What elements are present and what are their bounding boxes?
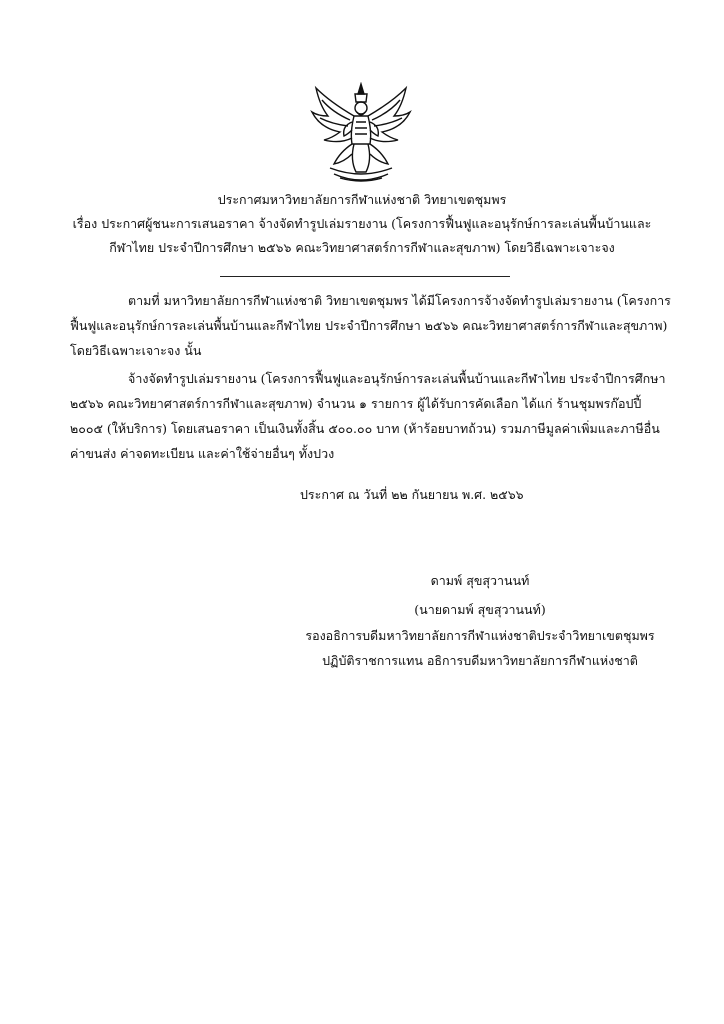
announcement-title: ประกาศมหาวิทยาลัยการกีฬาแห่งชาติ วิทยาเขตชุมพร	[217, 192, 507, 207]
paragraph-2-line-3: ๒๐๐๕ (ให้บริการ) โดยเสนอราคา เป็นเงินทั้งสิ้น ๕๐๐.๐๐ บาท (ห้าร้อยบาทถ้วน) รวมภาษีมูลค่าเพิ่มและภาษีอื่น	[70, 421, 660, 436]
paragraph-2-line-2: ๒๕๖๖ คณะวิทยาศาสตร์การกีฬาและสุขภาพ) จำนวน ๑ รายการ ผู้ได้รับการคัดเลือก ได้แก่ ร้านชุมพรก๊อปปี้	[70, 396, 642, 411]
subject-line-2: กีฬาไทย ประจำปีการศึกษา ๒๕๖๖ คณะวิทยาศาสตร์การกีฬาและสุขภาพ) โดยวิธีเฉพาะเจาะจง	[109, 240, 615, 255]
signatory-position-1: รองอธิการบดีมหาวิทยาลัยการกีฬาแห่งชาติประจำวิทยาเขตชุมพร	[305, 628, 655, 643]
divider	[220, 276, 510, 277]
signature-name: ดามพ์ สุขสุวานนท์	[430, 573, 530, 588]
paragraph-2-line-4: ค่าขนส่ง ค่าจดทะเบียน และค่าใช้จ่ายอื่นๆ ทั้งปวง	[70, 446, 335, 461]
announcement-date: ประกาศ ณ วันที่ ๒๒ กันยายน พ.ศ. ๒๕๖๖	[300, 487, 524, 502]
signatory-full-name: (นายดามพ์ สุขสุวานนท์)	[414, 602, 546, 617]
paragraph-1-line-1: ตามที่ มหาวิทยาลัยการกีฬาแห่งชาติ วิทยาเขตชุมพร ได้มีโครงการจ้างจัดทำรูปเล่มรายงาน (โครงการ	[128, 293, 671, 308]
garuda-emblem-icon	[310, 82, 412, 186]
signatory-position-2: ปฏิบัติราชการแทน อธิการบดีมหาวิทยาลัยการกีฬาแห่งชาติ	[322, 653, 638, 668]
paragraph-1-line-3: โดยวิธีเฉพาะเจาะจง นั้น	[70, 343, 202, 358]
subject-line-1: เรื่อง ประกาศผู้ชนะการเสนอราคา จ้างจัดทำรูปเล่มรายงาน (โครงการฟื้นฟูและอนุรักษ์การละเล่นพื้นบ้านและ	[72, 216, 652, 231]
paragraph-2-line-1: จ้างจัดทำรูปเล่มรายงาน (โครงการฟื้นฟูและอนุรักษ์การละเล่นพื้นบ้านและกีฬาไทย ประจำปีการศึกษา	[128, 371, 666, 386]
paragraph-1-line-2: ฟื้นฟูและอนุรักษ์การละเล่นพื้นบ้านและกีฬาไทย ประจำปีการศึกษา ๒๕๖๖ คณะวิทยาศาสตร์การกีฬาและสุขภาพ)	[70, 318, 668, 333]
